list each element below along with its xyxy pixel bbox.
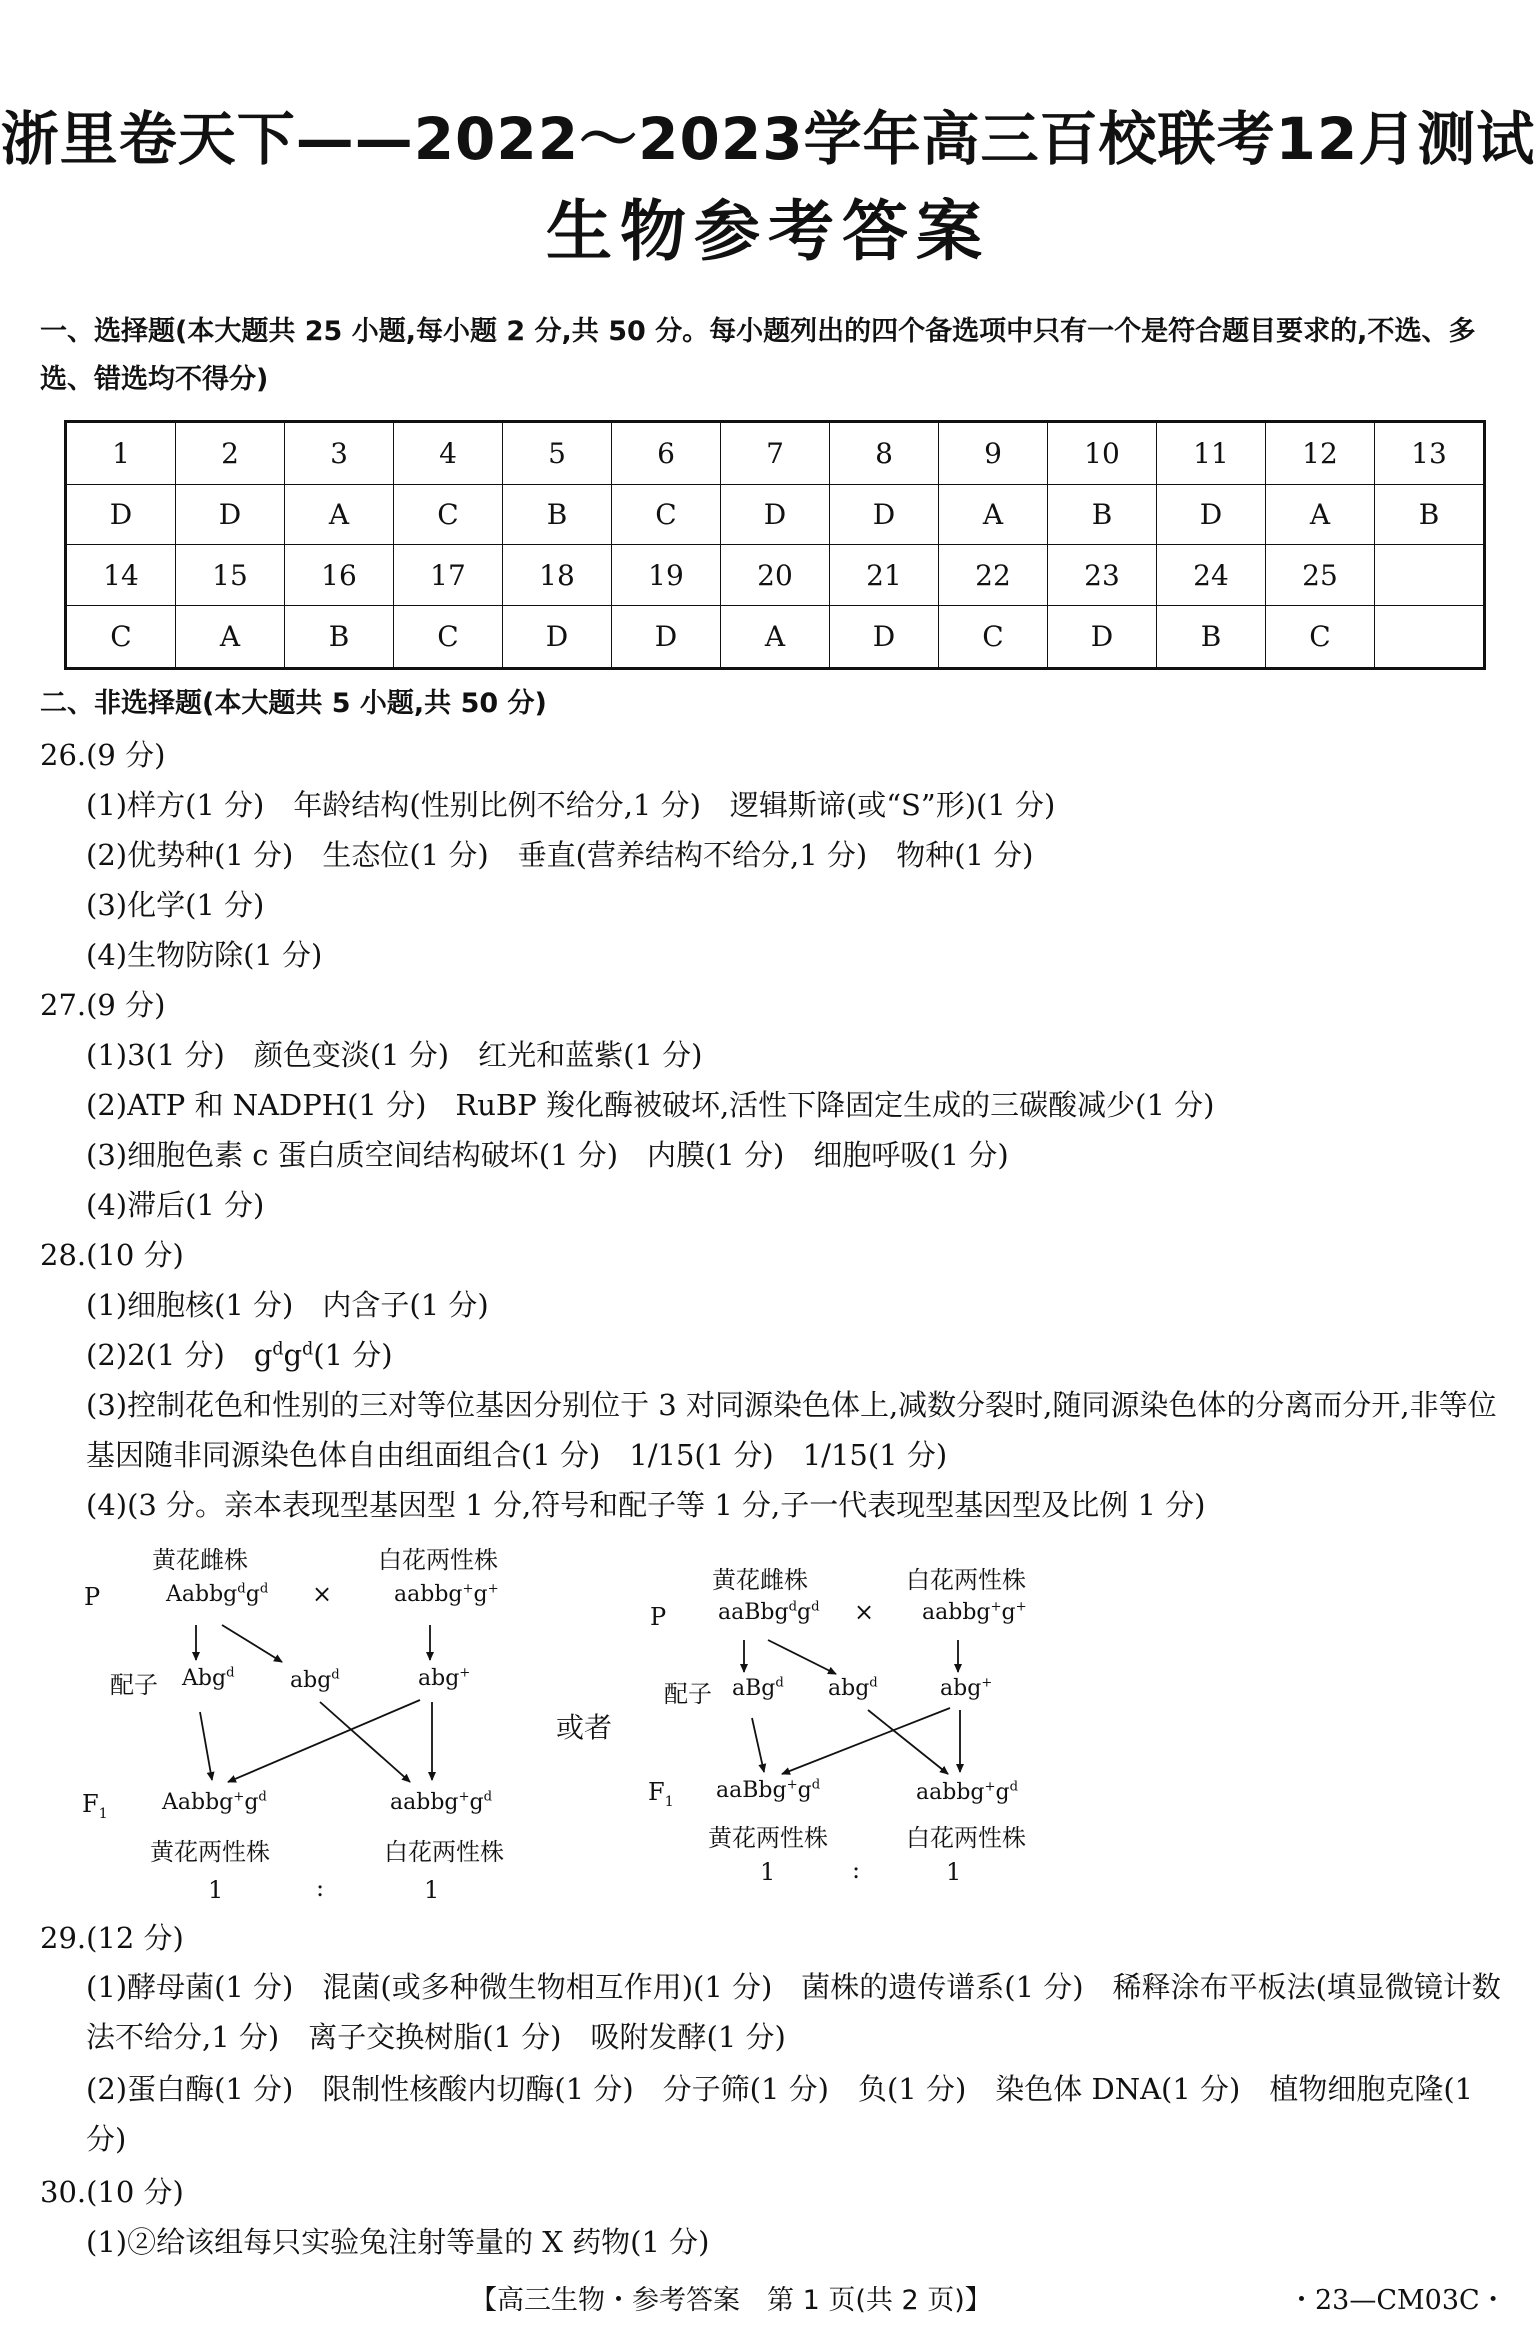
left-f1-phenotype-b: 白花两性株: [384, 1838, 504, 1866]
question-number-cell: 22: [939, 545, 1048, 606]
left-gamete-1: Abg$^d$: [182, 1665, 235, 1691]
question-number-cell: 1: [66, 422, 176, 485]
answer-cell: D: [830, 606, 939, 669]
right-f1-genotype-a: $aaBbg^+g^d$: [716, 1777, 821, 1803]
question-number-cell: 6: [612, 422, 721, 485]
answer-cell: B: [285, 606, 394, 669]
question-number-cell: 8: [830, 422, 939, 485]
left-gamete-3: abg+: [418, 1665, 471, 1691]
question-number-cell: 16: [285, 545, 394, 606]
question-number-cell: 23: [1048, 545, 1157, 606]
q28-title: 28.(10 分): [40, 1238, 184, 1272]
answer-cell: B: [1157, 606, 1266, 669]
page-title: 浙里卷天下——2022～2023学年高三百校联考12月测试: [0, 105, 1536, 173]
q27-answer-2: (2)ATP 和 NADPH(1 分) RuBP 羧化酶被破坏,活性下降固定生成的三碳酸减少(1 分): [86, 1088, 1215, 1122]
q26-title: 26.(9 分): [40, 738, 166, 772]
right-herm-label: 白花两性株: [906, 1566, 1026, 1594]
question-number-cell: 21: [830, 545, 939, 606]
answer-cell: A: [939, 484, 1048, 545]
left-cross-symbol: ×: [312, 1580, 333, 1608]
right-f1-phenotype-a: 黄花两性株: [708, 1824, 828, 1852]
right-gamete-2: abg$^d$: [828, 1675, 878, 1701]
answer-cell: D: [503, 606, 612, 669]
left-female-label: 黄花雌株: [152, 1546, 248, 1574]
footer-code: ・23—CM03C・: [1288, 2285, 1507, 2316]
question-number-cell: 2: [176, 422, 285, 485]
question-number-cell: 13: [1375, 422, 1485, 485]
q26-answer-3: (3)化学(1 分): [86, 888, 265, 922]
q28-answer-4: (4)(3 分。亲本表现型基因型 1 分,符号和配子等 1 分,子一代表现型基因型及比例 1 分): [86, 1488, 1206, 1522]
question-number-cell: 19: [612, 545, 721, 606]
question-number-cell: 17: [394, 545, 503, 606]
right-gamete-3: abg+: [940, 1675, 993, 1701]
question-number-cell: 10: [1048, 422, 1157, 485]
left-p-female-genotype: $Aabbg^dg^d$: [166, 1581, 269, 1607]
right-f1-phenotype-b: 白花两性株: [906, 1824, 1026, 1852]
right-cross-symbol: ×: [854, 1598, 875, 1626]
left-p-herm-genotype: aabbg+g+: [394, 1581, 499, 1607]
question-number-cell: 12: [1266, 422, 1375, 485]
right-f1-symbol: $F_1$: [648, 1778, 674, 1810]
answer-cell: D: [176, 484, 285, 545]
section1-heading: 一、选择题(本大题共 25 小题,每小题 2 分,共 50 分。每小题列出的四个备选项中只有一个是符合题目要求的,不选、多选、错选均不得分): [40, 316, 1476, 395]
question-number-cell: 20: [721, 545, 830, 606]
answer-cell: C: [612, 484, 721, 545]
q27-title: 27.(9 分): [40, 988, 166, 1022]
right-ratio-2: 1: [946, 1858, 962, 1886]
right-p-symbol: P: [650, 1603, 667, 1631]
answer-cell: C: [939, 606, 1048, 669]
answer-cell: D: [830, 484, 939, 545]
q28-answer-2: (2)2(1 分) $g^dg^d(1$ 分): [86, 1338, 393, 1372]
q29-answer-1: (1)酵母菌(1 分) 混菌(或多种微生物相互作用)(1 分) 菌株的遗传谱系(1 分) 稀释涂布平板法(填显微镜计数法不给分,1 分) 离子交换树脂(1 分) 吸附发酵(1 分): [86, 1970, 1501, 2054]
left-p-symbol: P: [84, 1583, 101, 1611]
q27-answer-1: (1)3(1 分) 颜色变淡(1 分) 红光和蓝紫(1 分): [86, 1038, 703, 1072]
question-number-cell: 4: [394, 422, 503, 485]
question-number-cell: 5: [503, 422, 612, 485]
question-number-cell: 15: [176, 545, 285, 606]
answer-cell: A: [1266, 484, 1375, 545]
question-number-cell: 25: [1266, 545, 1375, 606]
left-f1-genotype-a: $Aabbg^+g^d$: [162, 1789, 267, 1815]
left-ratio-colon: :: [316, 1874, 325, 1902]
q28-answer-3: (3)控制花色和性别的三对等位基因分别位于 3 对同源染色体上,减数分裂时,随同源染色体的分离而分开,非等位基因随非同源染色体自由组面组合(1 分) 1/15(1 分) 1/15(1 分): [86, 1388, 1497, 1472]
answer-cell: D: [721, 484, 830, 545]
answer-cell: B: [503, 484, 612, 545]
q27-answer-4: (4)滞后(1 分): [86, 1188, 265, 1222]
right-gamete-1: aBg$^d$: [732, 1675, 784, 1701]
answer-cell: B: [1375, 484, 1485, 545]
q30-title: 30.(10 分): [40, 2175, 184, 2209]
left-ratio-2: 1: [424, 1876, 440, 1904]
answer-cell: D: [1048, 606, 1157, 669]
q29-answer-2: (2)蛋白酶(1 分) 限制性核酸内切酶(1 分) 分子筛(1 分) 负(1 分) 染色体 DNA(1 分) 植物细胞克隆(1 分): [86, 2072, 1474, 2156]
answer-cell: C: [1266, 606, 1375, 669]
question-number-cell: 9: [939, 422, 1048, 485]
left-f1-phenotype-a: 黄花两性株: [150, 1838, 270, 1866]
left-f1-genotype-b: $aabbg^+g^d$: [390, 1789, 493, 1815]
right-ratio-1: 1: [760, 1858, 776, 1886]
right-female-label: 黄花雌株: [712, 1566, 808, 1594]
footer-page-info: 【高三生物・参考答案 第 1 页(共 2 页)】: [470, 2285, 992, 2316]
answer-cell: C: [66, 606, 176, 669]
answer-cell: D: [612, 606, 721, 669]
left-f1-symbol: $F_1$: [82, 1790, 108, 1822]
left-gamete-2: abg$^d$: [290, 1667, 340, 1693]
answer-cell: D: [66, 484, 176, 545]
answer-cell: C: [394, 484, 503, 545]
answer-cell: D: [1157, 484, 1266, 545]
page-subtitle: 生物参考答案: [546, 193, 990, 270]
left-gamete-label: 配子: [110, 1671, 158, 1699]
q28-answer-1: (1)细胞核(1 分) 内含子(1 分): [86, 1288, 489, 1322]
q29-title: 29.(12 分): [40, 1921, 184, 1955]
left-ratio-1: 1: [208, 1876, 224, 1904]
left-herm-label: 白花两性株: [378, 1546, 498, 1574]
question-number-cell: 11: [1157, 422, 1266, 485]
answer-cell: A: [285, 484, 394, 545]
question-number-cell: 24: [1157, 545, 1266, 606]
right-gamete-label: 配子: [664, 1680, 712, 1708]
right-ratio-colon: :: [852, 1856, 861, 1884]
q27-answer-3: (3)细胞色素 c 蛋白质空间结构破坏(1 分) 内膜(1 分) 细胞呼吸(1 分): [86, 1138, 1009, 1172]
or-label: 或者: [556, 1711, 613, 1744]
question-number-cell: 18: [503, 545, 612, 606]
answer-cell: A: [176, 606, 285, 669]
answer-cell: C: [394, 606, 503, 669]
question-number-cell: 7: [721, 422, 830, 485]
right-f1-genotype-b: $aabbg^+g^d$: [916, 1779, 1019, 1805]
q26-answer-2: (2)优势种(1 分) 生态位(1 分) 垂直(营养结构不给分,1 分) 物种(1 分): [86, 838, 1034, 872]
section2-heading: 二、非选择题(本大题共 5 小题,共 50 分): [40, 688, 547, 719]
answer-cell: B: [1048, 484, 1157, 545]
question-number-cell: 14: [66, 545, 176, 606]
right-p-female-genotype: $aaBbg^dg^d$: [718, 1599, 820, 1625]
question-number-cell: 3: [285, 422, 394, 485]
right-p-herm-genotype: aabbg+g+: [922, 1599, 1027, 1625]
q26-answer-1: (1)样方(1 分) 年龄结构(性别比例不给分,1 分) 逻辑斯谛(或“S”形)(1 分): [86, 788, 1056, 822]
q26-answer-4: (4)生物防除(1 分): [86, 938, 323, 972]
answer-cell: A: [721, 606, 830, 669]
q30-answer-1: (1)②给该组每只实验兔注射等量的 X 药物(1 分): [86, 2225, 710, 2259]
